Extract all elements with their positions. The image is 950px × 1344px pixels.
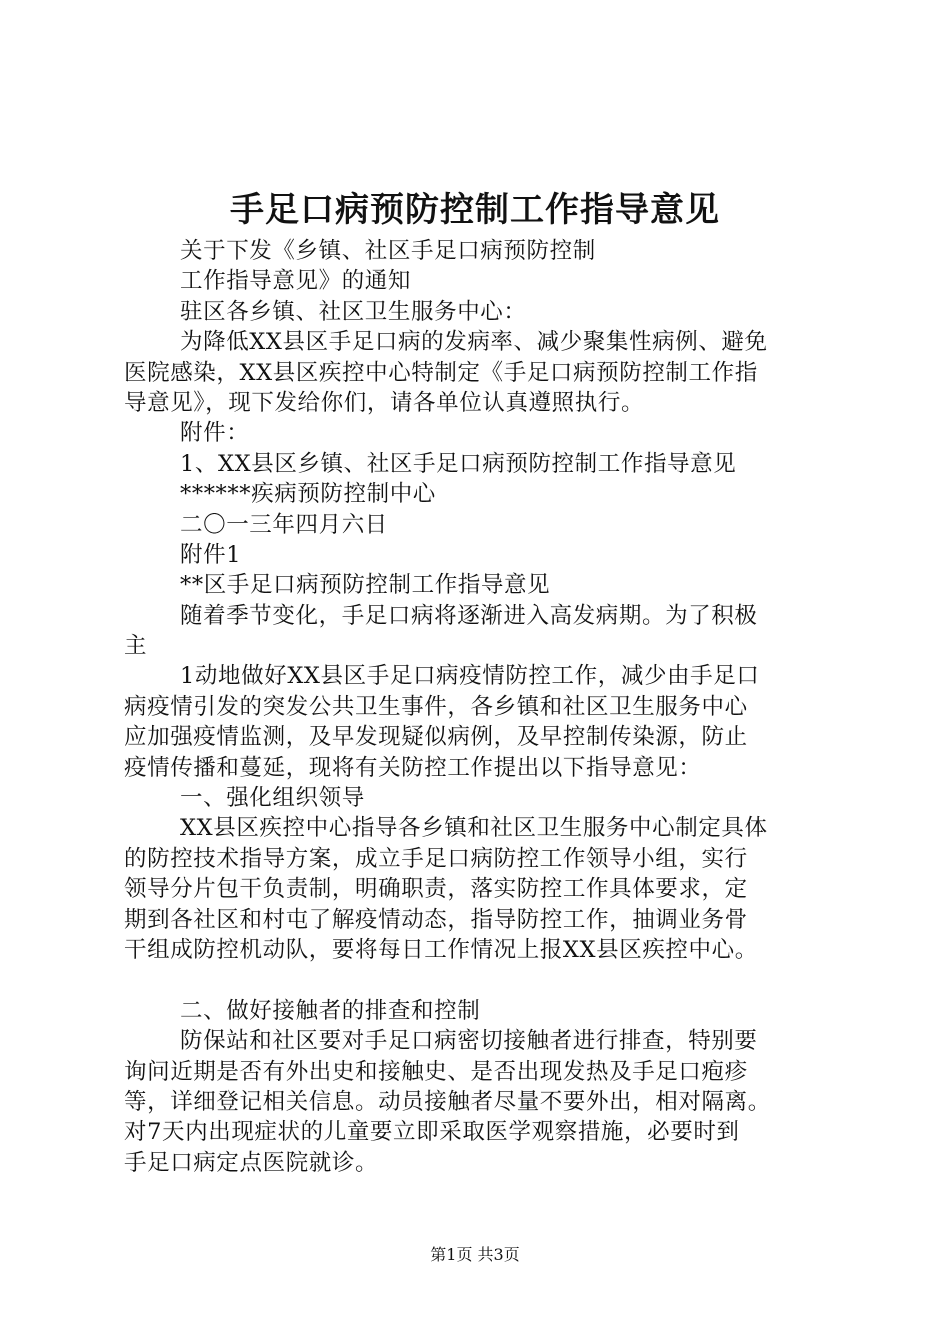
body-line: 工作指导意见》的通知	[180, 268, 412, 295]
body-line: 随着季节变化，手足口病将逐渐进入高发病期。为了积极	[180, 602, 758, 629]
body-line: 疫情传播和蔓延，现将有关防控工作提出以下指导意见：	[124, 754, 702, 781]
document-title: 手足口病预防控制工作指导意见	[230, 190, 720, 230]
body-line: 防保站和社区要对手足口病密切接触者进行排查，特别要	[180, 1028, 758, 1055]
body-line: 领导分片包干负责制，明确职责，落实防控工作具体要求，定	[124, 876, 748, 903]
body-line: 对7天内出现症状的儿童要立即采取医学观察措施，必要时到	[124, 1119, 740, 1146]
body-line: ******疾病预防控制中心	[180, 481, 436, 508]
body-line: 应加强疫情监测，及早发现疑似病例，及早控制传染源，防止	[124, 724, 748, 751]
body-line: 关于下发《乡镇、社区手足口病预防控制	[180, 238, 596, 264]
body-line: 二、做好接触者的排查和控制	[180, 997, 481, 1024]
body-line: 主	[124, 633, 148, 660]
body-line: 一、强化组织领导	[180, 785, 365, 812]
body-line: 附件：	[180, 420, 250, 447]
body-line: 二〇一三年四月六日	[180, 511, 388, 538]
document-body	[124, 236, 839, 1178]
page-footer: 第1页 共3页	[430, 1245, 520, 1264]
body-line: 等，详细登记相关信息。动员接触者尽量不要外出，相对隔离。	[124, 1088, 771, 1115]
body-line: 为降低XX县区手足口病的发病率、减少聚集性病例、避免	[180, 329, 768, 356]
body-line: 的防控技术指导方案，成立手足口病防控工作领导小组，实行	[124, 845, 748, 872]
body-line: XX县区疾控中心指导各乡镇和社区卫生服务中心制定具体	[180, 815, 768, 842]
body-line: 医院感染，XX县区疾控中心特制定《手足口病预防控制工作指	[124, 359, 758, 386]
body-line: 期到各社区和村屯了解疫情动态，指导防控工作，抽调业务骨	[124, 906, 748, 933]
body-line: 手足口病定点医院就诊。	[124, 1149, 379, 1176]
body-line	[124, 965, 839, 995]
body-line: 1动地做好XX县区手足口病疫情防控工作，减少由手足口	[180, 663, 760, 690]
body-line: **区手足口病预防控制工作指导意见	[180, 572, 551, 599]
body-line: 干组成防控机动队，要将每日工作情况上报XX县区疾控中心。	[124, 936, 758, 963]
body-line: 病疫情引发的突发公共卫生事件，各乡镇和社区卫生服务中心	[124, 693, 748, 720]
body-line: 导意见》，现下发给你们，请各单位认真遵照执行。	[124, 389, 645, 416]
body-line: 附件1	[180, 541, 242, 568]
body-line: 驻区各乡镇、社区卫生服务中心：	[180, 298, 527, 325]
body-line: 1、XX县区乡镇、社区手足口病预防控制工作指导意见	[180, 450, 737, 477]
body-line: 询问近期是否有外出史和接触史、是否出现发热及手足口疱疹	[124, 1058, 748, 1085]
